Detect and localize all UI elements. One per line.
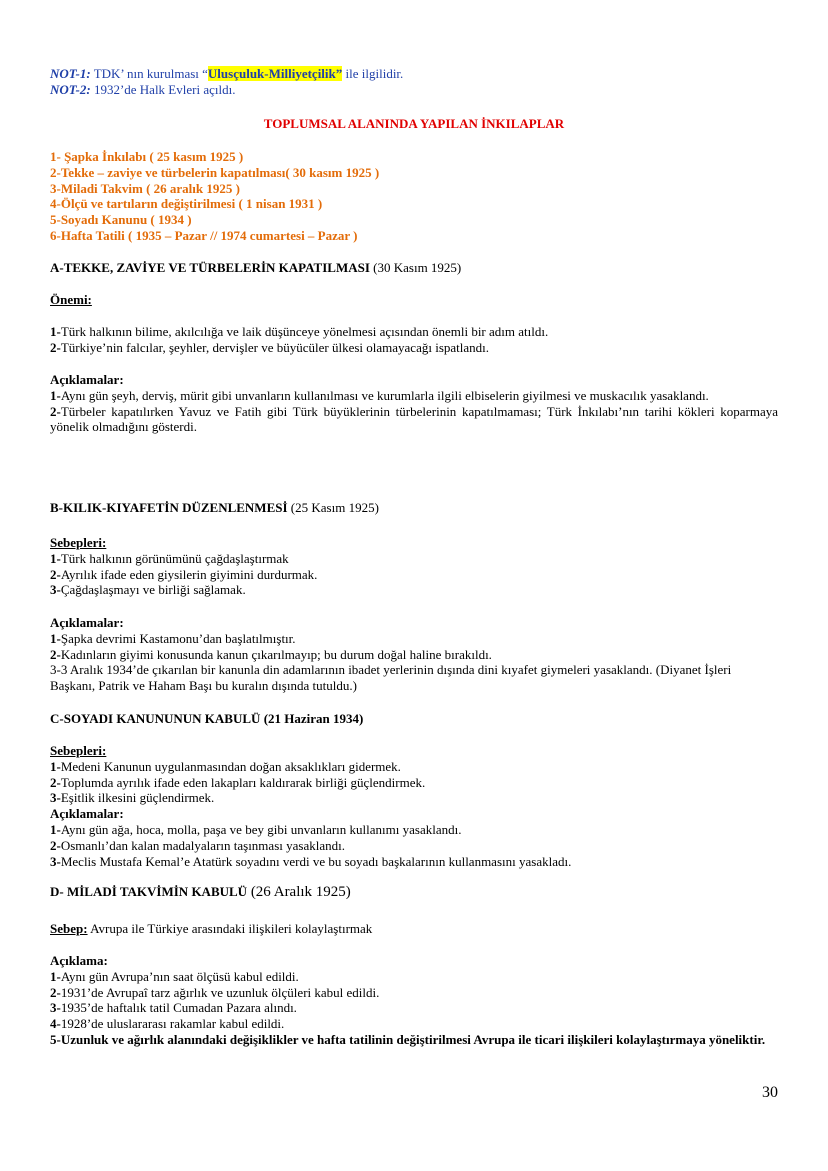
section-d-sebep: Sebep: Avrupa ile Türkiye arasındaki ilişkileri kolaylaştırmak [50, 921, 373, 936]
reform-item: 2-Tekke – zaviye ve türbelerin kapatılması( 30 kasım 1925 ) [50, 164, 380, 180]
note-2: NOT-2: 1932’de Halk Evleri açıldı. [50, 81, 236, 97]
list-item: 2-Türkiye’nin falcılar, şeyhler, dervişler ve büyücüler ülkesi olamayacağı ispatlandı. [50, 339, 490, 355]
list-item: 2-Kadınların giyimi konusunda kanun çıkarılmayıp; bu durum doğal haline bırakıldı. [50, 646, 492, 662]
list-item: 1-Aynı gün ağa, hoca, molla, paşa ve bey gibi unvanların kullanımı yasaklandı. [50, 821, 462, 837]
section-a-heading: A-TEKKE, ZAVİYE VE TÜRBELERİN KAPATILMASI (30 Kasım 1925) [50, 260, 462, 275]
list-item: 2-Ayrılık ifade eden giysilerin giyimini durdurmak. [50, 566, 318, 582]
section-b-heading: B-KILIK-KIYAFETİN DÜZENLENMESİ (25 Kasım 1925) [50, 500, 379, 515]
list-item: 1-Türk halkının görünümünü çağdaşlaştırmak [50, 550, 289, 566]
reform-list [50, 149, 778, 244]
list-item: 5-Uzunluk ve ağırlık alanındaki değişiklikler ve hafta tatilinin değiştirilmesi Avrupa ile ticari ilişkileri kolaylaştırmaya yöneliktir. [50, 1031, 766, 1047]
section-d-heading: D- MİLADİ TAKVİMİN KABULÜ (26 Aralık 1925) [50, 884, 351, 900]
section-a-aciklamalar: Açıklamalar: 1-Aynı gün şeyh, derviş, mürit gibi unvanların kullanılması ve kurumlarla ilgili elbiselerin giyilmesi ve muskacılık yasaklandı. 2-Türbeler kapatılırken Yavuz ve Fatih gibi Türk büyüklerinin türbelerinin kapatılmaması; Türk İnkılabı’nın tarihi kökleri koparmaya yönelik olmadığını gösterdi. [50, 372, 778, 435]
section-title: TOPLUMSAL ALANINDA YAPILAN İNKILAPLAR [263, 116, 565, 131]
note-1: NOT-1: TDK’ nın kurulması “Ulusçuluk-Milliyetçilik” ile ilgilidir. [50, 66, 404, 81]
reform-item: 3-Miladi Takvim ( 26 aralık 1925 ) [50, 180, 240, 196]
list-item: 1-Aynı gün Avrupa’nın saat ölçüsü kabul edildi. [50, 968, 299, 984]
list-item: 2-Osmanlı’dan kalan madalyaların taşınması yasaklandı. [50, 837, 345, 853]
section-b-sebepleri: Sebepleri: 1-Türk halkının görünümünü çağdaşlaştırmak 2-Ayrılık ifade eden giysilerin giyimini durdurmak. 3-Çağdaşlaşmayı ve birliği sağlamak. [50, 535, 778, 598]
section-a-onemi-list [50, 324, 778, 356]
notes-block [50, 66, 778, 98]
list-item: 2-1931’de Avrupaî tarz ağırlık ve uzunluk ölçüleri kabul edildi. [50, 984, 380, 1000]
list-item: 3-Eşitlik ilkesini güçlendirmek. [50, 790, 215, 806]
list-item: 3-3 Aralık 1934’de çıkarılan bir kanunla din adamlarının ibadet yerlerinin dışında dini kıyafet giymeleri yasaklandı. (Diyanet İşleri Başkanı, Patrik ve Haham Başı bu kuralın dışında tutuldu.) [50, 662, 732, 694]
page-number: 30 [762, 1084, 778, 1101]
section-d-aciklama: Açıklama: 1-Aynı gün Avrupa’nın saat ölçüsü kabul edildi. 2-1931’de Avrupaî tarz ağırlık ve uzunluk ölçüleri kabul edildi. 3-1935’de haftalık tatil Cumadan Pazara alındı. 4-1928’de uluslararası rakamlar kabul edildi. 5-Uzunluk ve ağırlık alanındaki değişiklikler ve hafta tatilinin değiştirilmesi Avrupa ile ticari ilişkileri kolaylaştırmaya yöneliktir. [50, 953, 778, 1048]
reform-item: 5-Soyadı Kanunu ( 1934 ) [50, 212, 192, 228]
list-item: 1-Türk halkının bilime, akılcılığa ve laik düşünceye yönelmesi açısından önemli bir adım atıldı. [50, 324, 549, 339]
reform-item: 4-Ölçü ve tartıların değiştirilmesi ( 1 nisan 1931 ) [50, 196, 323, 212]
list-item: 2-Toplumda ayrılık ifade eden lakapları kaldırarak birliği güçlendirmek. [50, 774, 426, 790]
reform-item: 6-Hafta Tatili ( 1935 – Pazar // 1974 cumartesi – Pazar ) [50, 227, 358, 243]
list-item: 3-Meclis Mustafa Kemal’e Atatürk soyadını verdi ve bu soyadı başkalarının kullanmasını yasakladı. [50, 853, 572, 869]
reform-item: 1- Şapka İnkılabı ( 25 kasım 1925 ) [50, 149, 244, 164]
list-item: 4-1928’de uluslararası rakamlar kabul edildi. [50, 1016, 285, 1032]
list-item: 1-Şapka devrimi Kastamonu’dan başlatılmıştır. [50, 630, 296, 646]
list-item: 1-Medeni Kanunun uygulanmasından doğan aksaklıkları gidermek. [50, 758, 401, 774]
section-c-sebepleri: Sebepleri: 1-Medeni Kanunun uygulanmasından doğan aksaklıkları gidermek. 2-Toplumda ayrılık ifade eden lakapları kaldırarak birliği güçlendirmek. 3-Eşitlik ilkesini güçlendirmek. Açıklamalar: 1-Aynı gün ağa, hoca, molla, paşa ve bey gibi unvanların kullanımı yasaklandı. 2-Osmanlı’dan kalan madalyaların taşınması yasaklandı. 3-Meclis Mustafa Kemal’e Atatürk soyadını verdi ve bu soyadı başkalarının kullanmasını yasakladı. [50, 743, 778, 869]
section-c-heading: C-SOYADI KANUNUNUN KABULÜ (21 Haziran 1934) [50, 711, 364, 726]
section-b-aciklamalar: Açıklamalar: 1-Şapka devrimi Kastamonu’dan başlatılmıştır. 2-Kadınların giyimi konusunda kanun çıkarılmayıp; bu durum doğal haline bırakıldı. 3-3 Aralık 1934’de çıkarılan bir kanunla din adamlarının ibadet yerlerinin dışında dini kıyafet giymeleri yasaklandı. (Diyanet İşleri Başkanı, Patrik ve Haham Başı bu kuralın dışında tutuldu.) [50, 615, 778, 694]
list-item: 2-Türbeler kapatılırken Yavuz ve Fatih gibi Türk büyüklerinin türbelerinin kapatılmaması; Türk İnkılabı’nın tarihi kökleri koparmaya yönelik olmadığını gösterdi. [50, 403, 778, 435]
list-item: 3-1935’de haftalık tatil Cumadan Pazara alındı. [50, 1000, 297, 1016]
section-a-onemi: Önemi: [50, 292, 92, 307]
list-item: 3-Çağdaşlaşmayı ve birliği sağlamak. [50, 582, 246, 598]
list-item: 1-Aynı gün şeyh, derviş, mürit gibi unvanların kullanılması ve kurumlarla ilgili elbiselerin giyilmesi ve muskacılık yasaklandı. [50, 387, 709, 403]
